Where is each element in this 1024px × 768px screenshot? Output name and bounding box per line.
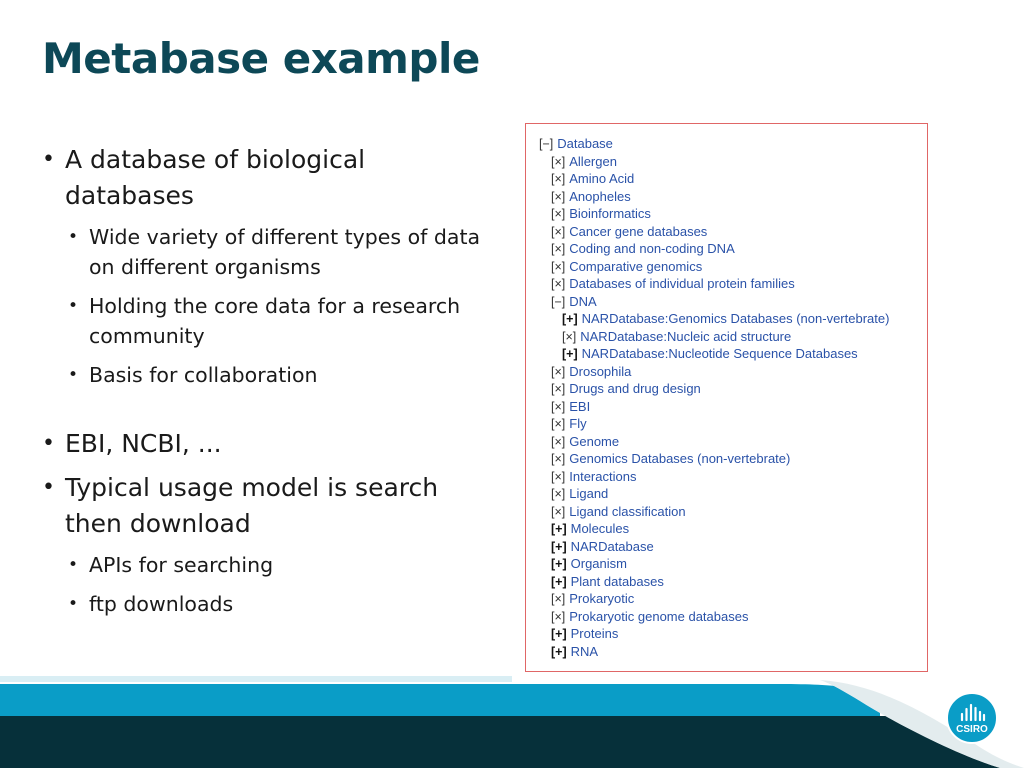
tree-toggle[interactable]: [×] [551, 224, 566, 239]
tree-link[interactable]: Drugs and drug design [569, 381, 701, 396]
tree-link[interactable]: Databases of individual protein families [569, 276, 795, 291]
tree-subitem[interactable] [539, 345, 889, 363]
tree-link[interactable]: Fly [569, 416, 587, 431]
expand-toggle[interactable]: [+] [551, 539, 567, 554]
tree-item[interactable] [539, 380, 889, 398]
tree-toggle[interactable]: [×] [551, 609, 566, 624]
tree-item[interactable] [539, 625, 889, 643]
tree-link[interactable]: Anopheles [569, 188, 631, 204]
tree-toggle[interactable]: [×] [551, 259, 566, 274]
tree-item[interactable] [539, 573, 889, 591]
tree-link[interactable]: Organism [570, 556, 627, 571]
tree-toggle[interactable]: [×] [551, 172, 566, 186]
tree-item[interactable] [539, 258, 889, 276]
tree-link[interactable]: Prokaryotic [569, 591, 635, 606]
tree-toggle[interactable]: [×] [551, 277, 566, 291]
tree-item[interactable] [539, 555, 889, 573]
tree-link[interactable]: Amino Acid [569, 171, 635, 186]
tree-toggle[interactable]: [×] [551, 364, 566, 379]
tree-toggle[interactable]: [×] [551, 434, 566, 449]
tree-link[interactable]: Plant databases [570, 573, 664, 589]
tree-item[interactable] [539, 608, 889, 626]
bullet-item: • EBI, NCBI, ... [42, 426, 492, 462]
tree-link[interactable]: Proteins [570, 626, 619, 641]
tree-toggle[interactable]: [×] [551, 242, 566, 256]
tree-toggle[interactable]: [×] [551, 504, 566, 519]
footer-band [0, 676, 1024, 768]
collapse-toggle[interactable]: [−] [551, 294, 566, 309]
tree-item[interactable] [539, 590, 889, 608]
expand-toggle[interactable]: [+] [551, 644, 567, 659]
expand-toggle[interactable]: [+] [562, 312, 578, 326]
sub-bullet-item: • Basis for collaboration [66, 360, 492, 390]
tree-link[interactable]: EBI [569, 398, 591, 414]
tree-link[interactable]: Bioinformatics [569, 206, 651, 221]
tree-link[interactable]: Prokaryotic genome databases [569, 608, 749, 624]
expand-toggle[interactable]: [+] [551, 627, 567, 641]
slide-title: Metabase example [42, 34, 480, 83]
tree-item[interactable] [539, 538, 889, 556]
tree-item[interactable] [539, 205, 889, 223]
tree-toggle[interactable]: [×] [551, 154, 566, 169]
tree-item[interactable] [539, 170, 889, 188]
expand-toggle[interactable]: [+] [551, 557, 567, 571]
database-tree-panel [525, 123, 928, 672]
category-tree [539, 135, 889, 660]
expand-toggle[interactable]: [+] [562, 347, 578, 361]
expand-toggle[interactable]: [+] [551, 522, 567, 536]
tree-link[interactable]: Genomics Databases (non-vertebrate) [569, 451, 791, 466]
csiro-logo [947, 693, 997, 743]
bullet-list [42, 142, 492, 628]
expand-toggle[interactable]: [+] [551, 574, 567, 589]
tree-subitem[interactable] [539, 310, 889, 328]
tree-link-dna[interactable]: DNA [569, 293, 597, 309]
logo-text: CSIRO [956, 724, 988, 735]
tree-link[interactable]: Allergen [569, 153, 617, 169]
tree-item[interactable] [539, 468, 889, 486]
tree-toggle[interactable]: [×] [551, 452, 566, 466]
spacer [42, 399, 492, 426]
tree-item[interactable] [539, 450, 889, 468]
tree-toggle[interactable]: [×] [562, 329, 577, 344]
tree-root[interactable] [539, 135, 889, 153]
sub-bullet-item: • Holding the core data for a research community [66, 291, 492, 351]
tree-toggle[interactable]: [×] [551, 592, 566, 606]
tree-link[interactable]: RNA [570, 643, 599, 659]
tree-link-database[interactable]: Database [557, 136, 613, 151]
tree-link[interactable]: NARDatabase:Nucleic acid structure [580, 328, 792, 344]
collapse-toggle[interactable]: [−] [539, 137, 554, 151]
tree-link[interactable]: Comparative genomics [569, 258, 703, 274]
tree-item[interactable] [539, 398, 889, 416]
tree-item[interactable] [539, 643, 889, 661]
tree-toggle[interactable]: [×] [551, 417, 566, 431]
tree-item[interactable] [539, 293, 889, 311]
tree-toggle[interactable]: [×] [551, 207, 566, 221]
tree-toggle[interactable]: [×] [551, 469, 566, 484]
bullet-item: • Typical usage model is search then download [42, 470, 492, 542]
tree-link[interactable]: Ligand classification [569, 503, 686, 519]
tree-link[interactable]: Molecules [570, 521, 630, 536]
sub-bullet-item: • APIs for searching [66, 550, 492, 580]
tree-toggle[interactable]: [×] [551, 399, 566, 414]
footer-light-strip [0, 676, 512, 682]
tree-item[interactable] [539, 485, 889, 503]
tree-link[interactable]: Ligand [569, 486, 609, 501]
tree-item[interactable] [539, 503, 889, 521]
tree-item[interactable] [539, 415, 889, 433]
tree-item[interactable] [539, 240, 889, 258]
tree-link[interactable]: Genome [569, 433, 620, 449]
tree-item[interactable] [539, 223, 889, 241]
tree-item[interactable] [539, 520, 889, 538]
tree-toggle[interactable]: [×] [551, 487, 566, 501]
tree-link[interactable]: Coding and non-coding DNA [569, 241, 735, 256]
tree-toggle[interactable]: [×] [551, 189, 566, 204]
tree-item[interactable] [539, 153, 889, 171]
sub-bullet-item: • ftp downloads [66, 589, 492, 619]
tree-item[interactable] [539, 188, 889, 206]
tree-link[interactable]: Interactions [569, 468, 637, 484]
tree-subitem[interactable] [539, 328, 889, 346]
tree-link[interactable]: Cancer gene databases [569, 223, 708, 239]
tree-link[interactable]: Drosophila [569, 363, 632, 379]
tree-link[interactable]: NARDatabase [570, 538, 654, 554]
tree-link[interactable]: NARDatabase:Nucleotide Sequence Databases [581, 346, 858, 361]
tree-item[interactable] [539, 433, 889, 451]
sub-bullet-item: • Wide variety of different types of data on different organisms [66, 222, 492, 282]
tree-link[interactable]: NARDatabase:Genomics Databases (non-vertebrate) [581, 311, 890, 326]
footer-dark-band [0, 716, 1024, 768]
tree-item[interactable] [539, 363, 889, 381]
tree-item[interactable] [539, 275, 889, 293]
bullet-item: • A database of biological databases [42, 142, 492, 214]
tree-toggle[interactable]: [×] [551, 382, 566, 396]
